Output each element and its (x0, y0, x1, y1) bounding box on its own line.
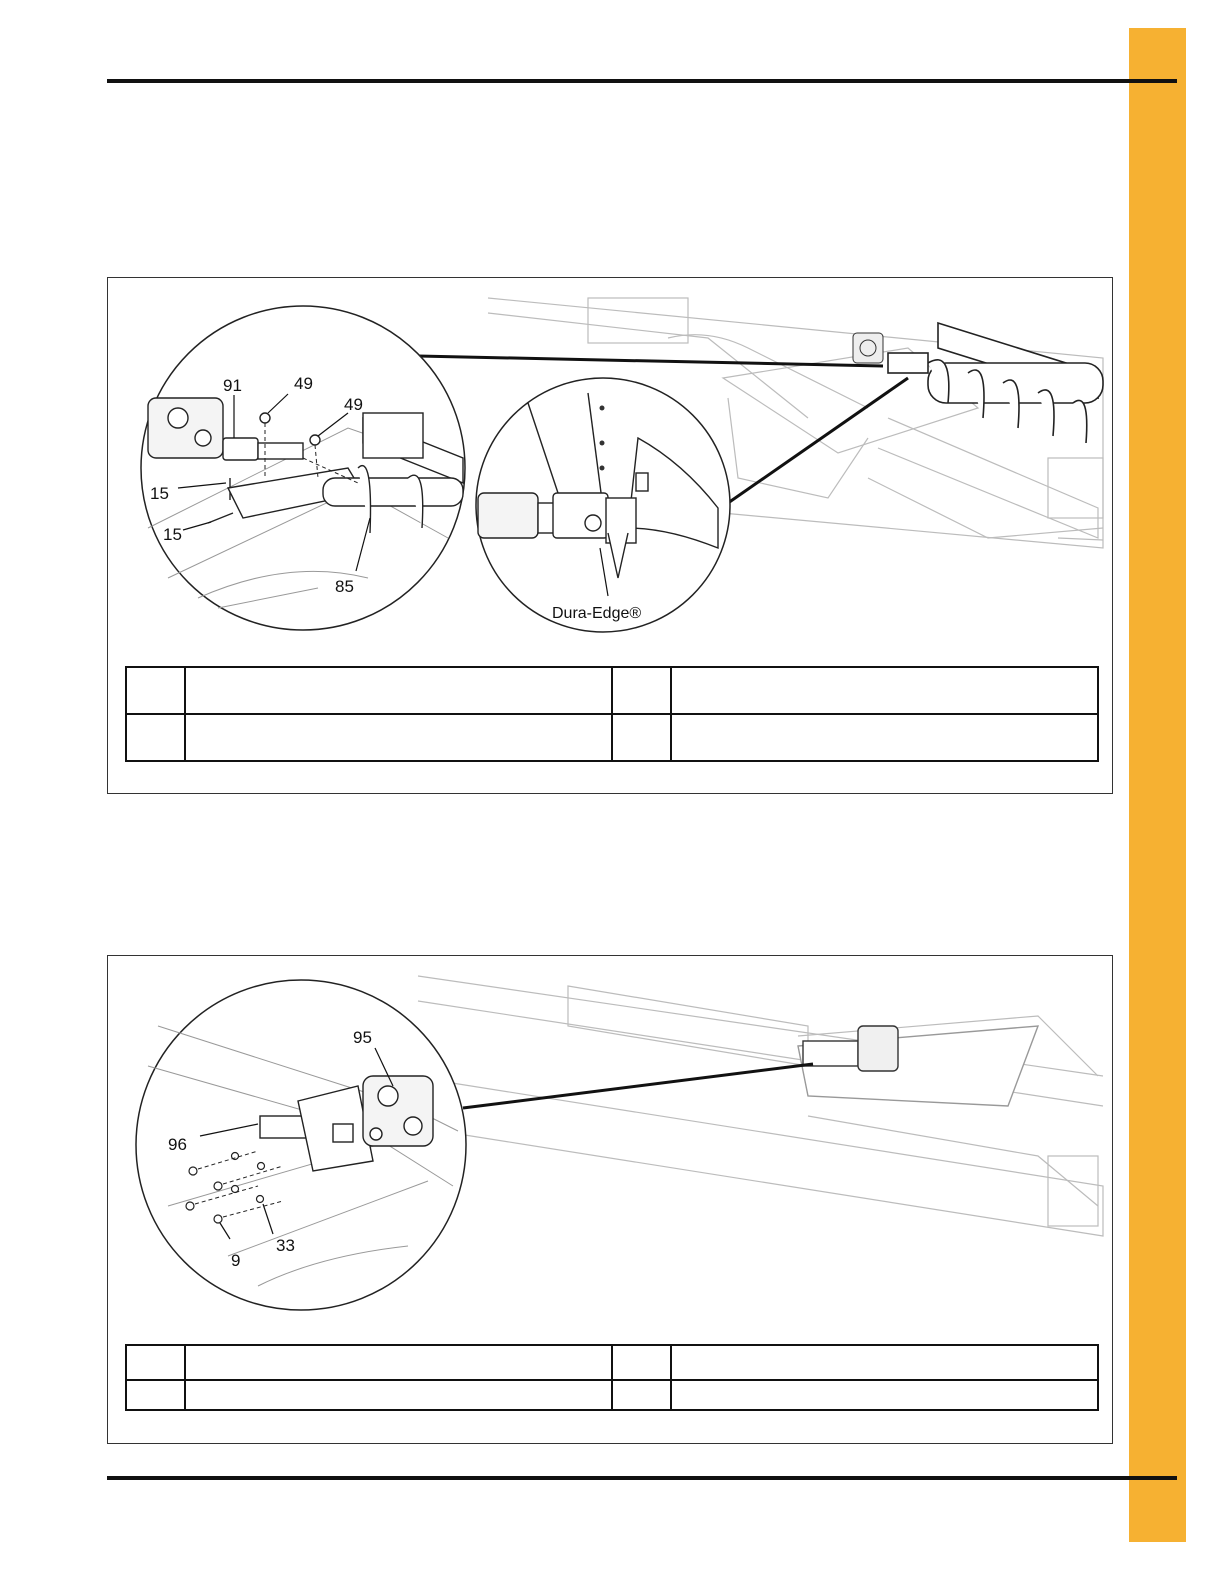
table-row (126, 1345, 1098, 1380)
figure-top-parts-table (125, 666, 1099, 762)
desc-cell (185, 1380, 612, 1410)
callout-49-b: 49 (344, 395, 363, 414)
ref-cell (126, 1380, 185, 1410)
desc-cell (671, 714, 1098, 761)
callout-49-a: 49 (294, 374, 313, 393)
ref-cell (126, 1345, 185, 1380)
ref-cell (612, 714, 671, 761)
dura-edge-label: Dura-Edge® (552, 605, 642, 622)
callout-15-b: 15 (163, 525, 182, 544)
ref-cell (126, 714, 185, 761)
footer-rule (107, 1476, 1177, 1480)
desc-cell (671, 1345, 1098, 1380)
figure-top (107, 277, 1113, 794)
header-rule (107, 79, 1177, 83)
figure-bottom (107, 955, 1113, 1444)
chapter-side-tab (1129, 28, 1186, 1542)
callout-85: 85 (335, 577, 354, 596)
callout-33: 33 (276, 1236, 295, 1255)
desc-cell (671, 1380, 1098, 1410)
table-row (126, 667, 1098, 714)
desc-cell (185, 714, 612, 761)
ref-cell (612, 667, 671, 714)
ref-cell (612, 1345, 671, 1380)
callout-15-a: 15 (150, 484, 169, 503)
callout-9: 9 (231, 1251, 241, 1270)
table-row (126, 1380, 1098, 1410)
callout-91: 91 (223, 376, 242, 395)
figure-bottom-parts-table (125, 1344, 1099, 1411)
table-row (126, 714, 1098, 761)
callout-95: 95 (353, 1028, 372, 1047)
callout-96: 96 (168, 1135, 187, 1154)
ref-cell (612, 1380, 671, 1410)
desc-cell (185, 667, 612, 714)
desc-cell (185, 1345, 612, 1380)
desc-cell (671, 667, 1098, 714)
ref-cell (126, 667, 185, 714)
